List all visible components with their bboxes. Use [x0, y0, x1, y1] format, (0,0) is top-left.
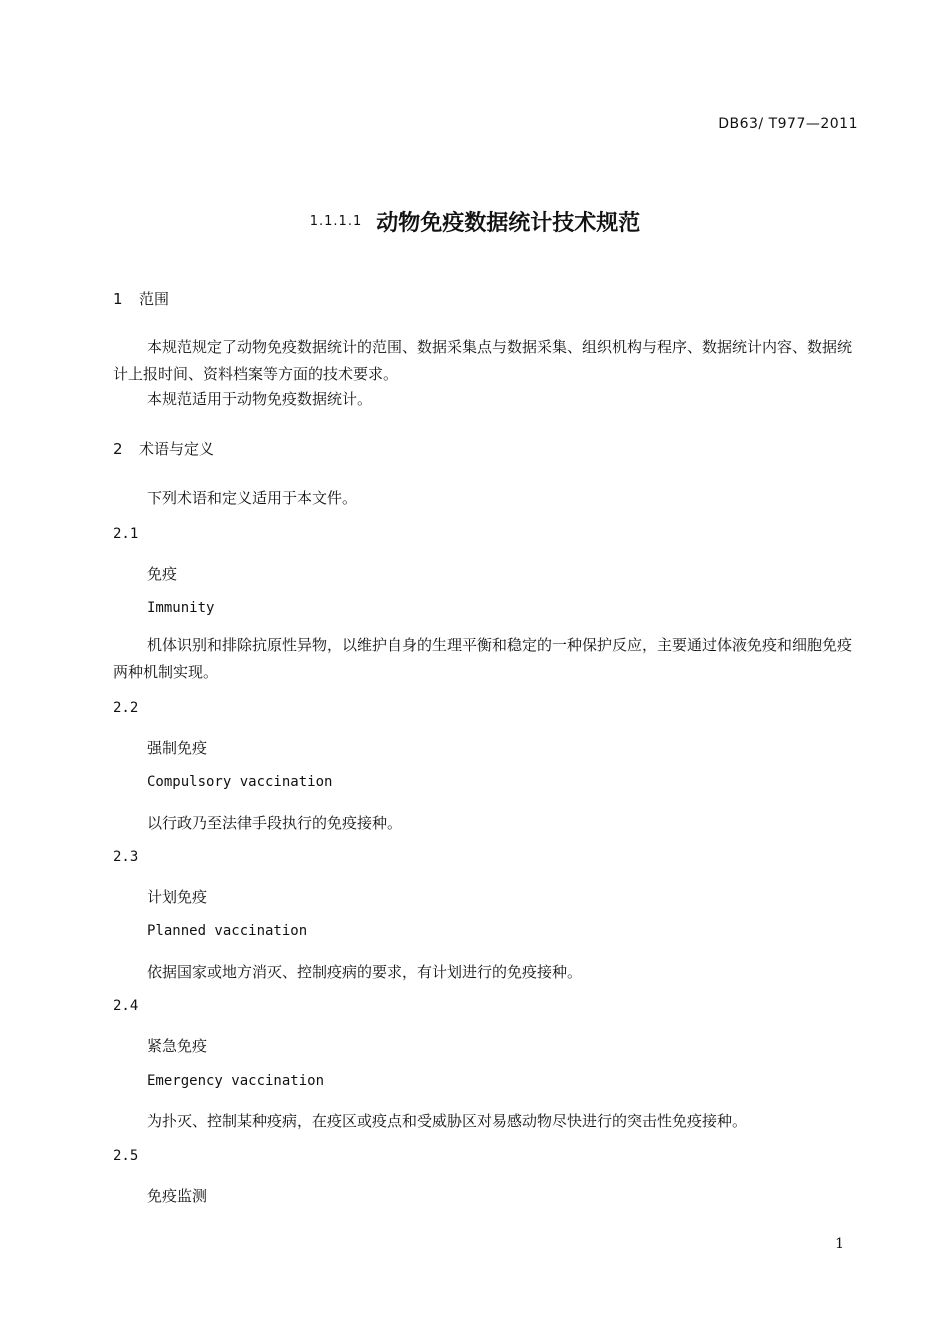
page-title [0, 206, 950, 237]
section-title: 术语与定义 [139, 440, 215, 458]
term-english: Compulsory vaccination [147, 774, 333, 790]
term-definition: 为扑灭、控制某种疫病，在疫区或疫点和受威胁区对易感动物尽快进行的突击性免疫接种。 [147, 1112, 748, 1130]
term-chinese: 强制免疫 [147, 739, 208, 757]
section-title: 范围 [139, 290, 170, 308]
term-chinese: 免疫监测 [147, 1187, 208, 1205]
section-heading-scope [113, 288, 169, 309]
title-number: 1.1.1.1 [309, 214, 363, 229]
term-english: Immunity [147, 600, 215, 616]
term-chinese: 计划免疫 [147, 888, 208, 906]
term-number: 2.4 [113, 998, 139, 1014]
term-definition: 机体识别和排除抗原性异物，以维护自身的生理平衡和稳定的一种保护反应，主要通过体液免疫和细胞免疫两种机制实现。 [113, 636, 853, 681]
terms-intro: 下列术语和定义适用于本文件。 [147, 489, 358, 507]
term-english: Emergency vaccination [147, 1073, 325, 1089]
term-number: 2.2 [113, 700, 139, 716]
term-definition: 以行政乃至法律手段执行的免疫接种。 [147, 814, 403, 832]
title-text: 动物免疫数据统计技术规范 [376, 211, 641, 236]
section-number: 2 [113, 440, 123, 458]
section-number: 1 [113, 290, 123, 308]
section-heading-terms [113, 438, 214, 459]
term-chinese: 免疫 [147, 565, 178, 583]
term-english: Planned vaccination [147, 923, 308, 939]
document-code: DB63/ T977—2011 [718, 116, 858, 132]
term-chinese: 紧急免疫 [147, 1037, 208, 1055]
term-definition: 依据国家或地方消灭、控制疫病的要求，有计划进行的免疫接种。 [147, 963, 583, 981]
page-number: 1 [835, 1236, 844, 1252]
term-number: 2.1 [113, 526, 139, 542]
scope-paragraph-1: 本规范规定了动物免疫数据统计的范围、数据采集点与数据采集、组织机构与程序、数据统计内容、数据统计上报时间、资料档案等方面的技术要求。 [113, 338, 853, 383]
term-number: 2.3 [113, 849, 139, 865]
scope-paragraph-2: 本规范适用于动物免疫数据统计。 [147, 390, 373, 408]
term-number: 2.5 [113, 1148, 139, 1164]
